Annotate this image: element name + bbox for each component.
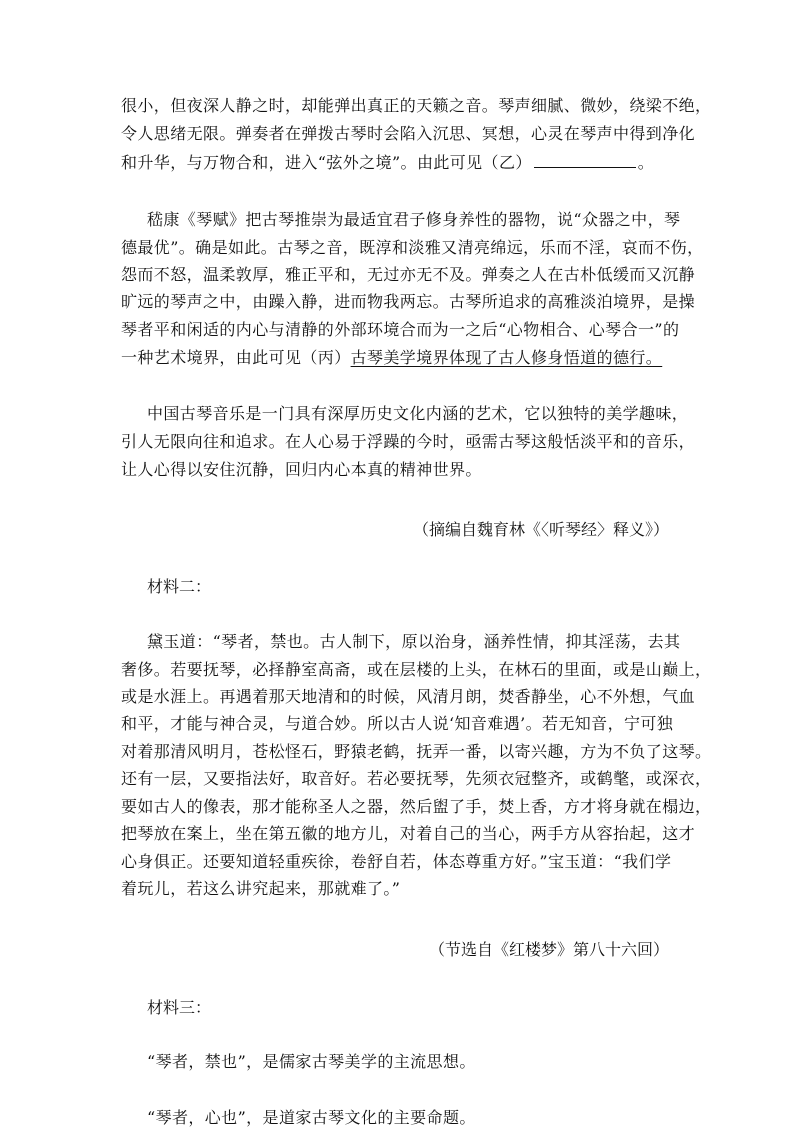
material2-heading: 材料二： xyxy=(147,577,212,596)
text-line: 令人思绪无限。弹奏者在弹拨古琴时会陷入沉思、冥想，心灵在琴声中得到净化 xyxy=(121,124,696,143)
text-line: 旷远的琴声之中，由躁入静，进而物我两忘。古琴所追求的高雅淡泊境界，是操 xyxy=(121,292,696,311)
text-span: 和升华，与万物合和，进入“弦外之境”。由此可见（乙） xyxy=(121,153,532,172)
text-line: 把琴放在案上，坐在第五徽的地方儿，对着自己的当心，两手方从容抬起，这才 xyxy=(121,824,696,843)
answer-blank-yi[interactable] xyxy=(534,152,636,168)
text-span: 。 xyxy=(637,153,655,172)
text-line: “琴者，心也”，是道家古琴文化的主要命题。 xyxy=(147,1108,476,1127)
text-line: “琴者，禁也”，是儒家古琴美学的主流思想。 xyxy=(147,1052,476,1071)
text-line xyxy=(121,152,654,173)
underlined-sentence-bing: 古琴美学境界体现了古人修身悟道的德行。 xyxy=(350,348,663,367)
text-line: 很小，但夜深人静之时，却能弹出真正的天籁之音。琴声细腻、微妙，绕梁不绝， xyxy=(121,96,712,115)
material3-heading: 材料三： xyxy=(147,998,212,1017)
text-line: 对着那清风明月，苍松怪石，野猿老鹤，抚弄一番，以寄兴趣，方为不负了这琴。 xyxy=(121,742,712,761)
material1-source: （摘编自魏育林《〈听琴经〉释义》） xyxy=(412,520,669,539)
text-line: 让人心得以安住沉静，回归内心本真的精神世界。 xyxy=(121,460,482,479)
text-line: 奢侈。若要抚琴，必择静室高斋，或在层楼的上头，在林石的里面，或是山巅上， xyxy=(121,660,712,679)
text-line xyxy=(121,348,662,368)
text-line: 德最优”。确是如此。古琴之音，既淳和淡雅又清亮绵远，乐而不淫，哀而不伤， xyxy=(121,238,704,257)
text-line: 琴者平和闲适的内心与清静的外部环境合而为一之后“心物相合、心琴合一”的 xyxy=(121,320,680,339)
text-line: 要如古人的像表，那才能称圣人之器，然后盥了手，焚上香，方才将身就在榻边， xyxy=(121,797,712,816)
text-line: 着玩儿，若这么讲究起来，那就难了。” xyxy=(121,879,401,898)
text-line: 心身俱正。还要知道轻重疾徐，卷舒自若，体态尊重方好。”宝玉道：“我们学 xyxy=(121,852,672,871)
text-line: 怨而不怒，温柔敦厚，雅正平和，无过亦无不及。弹奏之人在古朴低缓而又沉静 xyxy=(121,265,696,284)
text-line: 或是水涯上。再遇着那天地清和的时候，风清月朗，焚香静坐，心不外想，气血 xyxy=(121,687,696,706)
text-line: 黛玉道：“琴者，禁也。古人制下，原以治身，涵养性情，抑其淫荡，去其 xyxy=(147,632,681,651)
text-line: 引人无限向往和追求。在人心易于浮躁的今时，亟需古琴这般恬淡平和的音乐， xyxy=(121,432,696,451)
text-line: 和平，才能与神合灵，与道合妙。所以古人说‘知音难遇’。若无知音，宁可独 xyxy=(121,714,674,733)
material2-source: （节选自《红楼梦》第八十六回） xyxy=(428,940,669,959)
text-line: 还有一层，又要指法好，取音好。若必要抚琴，先须衣冠整齐，或鹤氅，或深衣， xyxy=(121,769,712,788)
text-line: 中国古琴音乐是一门具有深厚历史文化内涵的艺术，它以独特的美学趣味， xyxy=(147,404,689,423)
text-line: 嵇康《琴赋》把古琴推崇为最适宜君子修身养性的器物，说“众器之中，琴 xyxy=(147,210,681,229)
text-span: 一种艺术境界，由此可见（丙） xyxy=(121,348,351,367)
